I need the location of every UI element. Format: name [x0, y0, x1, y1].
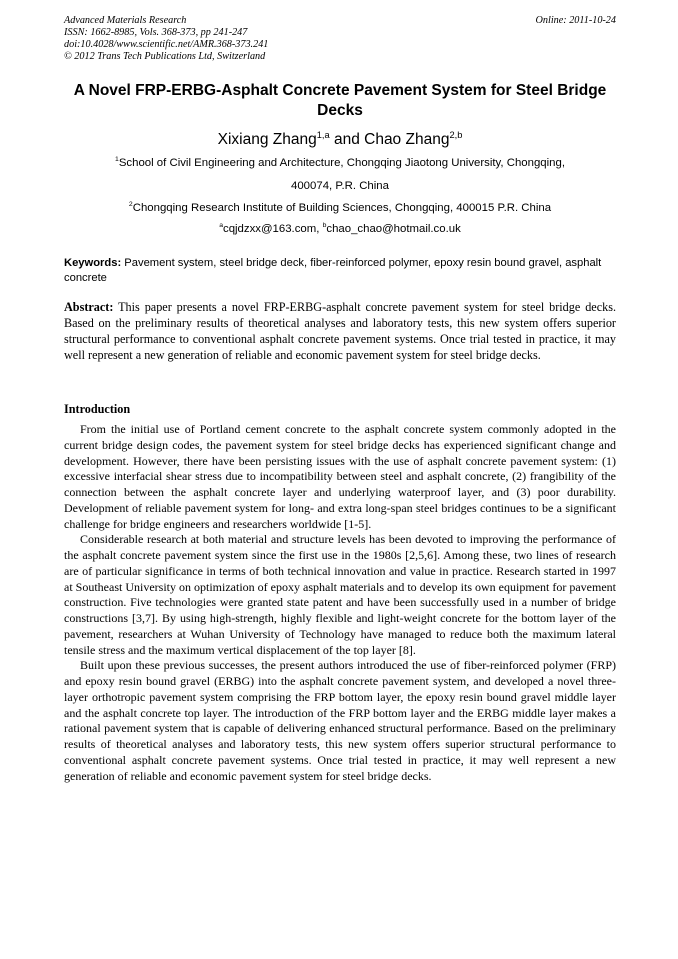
- email-1-sup: a: [219, 222, 223, 230]
- intro-paragraph-3: Built upon these previous successes, the present authors introduced the use of fiber-reinforced polymer (FRP) and epoxy resin bound gravel (ERBG) into the asphalt concrete pavement system, and developed a novel three-layer orthotropic pavement system comprising the FRP bottom layer, the epoxy resin bound gravel middle layer and the asphalt concrete top layer. The introduction of the FRP bottom layer and the ERBG middle layer makes a rational pavement system that is capable of delivering enhanced structural performance. Based on the preliminary results of theoretical analyses and laboratory tests, this new system offers superior structural performance to conventional asphalt concrete pavement systems. Once trial tested in practice, it may well represent a new generation of reliable and economic pavement system for steel bridge decks.: [64, 658, 616, 783]
- author-joiner: and: [329, 131, 365, 148]
- paper-title: A Novel FRP-ERBG-Asphalt Concrete Pavement System for Steel Bridge Decks: [73, 82, 607, 119]
- author-1: Xixiang Zhang: [217, 131, 317, 148]
- abstract-text: This paper presents a novel FRP-ERBG-asphalt concrete pavement system for steel bridge decks. Based on the preliminary results of theoretical analyses and laboratory tests, this new system offers superior structural performance to conventional asphalt concrete pavement systems. Once trial tested in practice, it may well represent a new generation of reliable and economic pavement system for steel bridge decks.: [64, 300, 616, 362]
- author-2-sup: 2,b: [449, 129, 463, 140]
- email-2-sup: b: [322, 222, 327, 230]
- affiliation-1-sup: 1: [115, 156, 119, 164]
- abstract: [64, 299, 616, 363]
- author-1-sup: 1,a: [316, 129, 330, 140]
- email-1: cqjdzxx@163.com,: [223, 223, 323, 235]
- issn-line: ISSN: 1662-8985, Vols. 368-373, pp 241-247: [64, 27, 248, 38]
- author-line: [60, 130, 620, 150]
- doi-line: doi:10.4028/www.scientific.net/AMR.368-373.241: [64, 39, 269, 50]
- online-date: Online: 2011-10-24: [535, 15, 616, 26]
- affiliation-2-sup: 2: [128, 201, 133, 209]
- affiliation-1: [60, 156, 620, 170]
- email-2: chao_chao@hotmail.co.uk: [326, 223, 461, 235]
- affiliation-1-line2: 400074, P.R. China: [291, 180, 389, 192]
- keywords-label: Keywords:: [64, 257, 122, 269]
- abstract-label: Abstract:: [64, 300, 114, 314]
- introduction-body: [64, 422, 616, 784]
- affiliation-2: [60, 201, 620, 215]
- journal-name: Advanced Materials Research: [64, 15, 187, 26]
- author-2: Chao Zhang: [364, 131, 450, 148]
- affiliation-2-text: Chongqing Research Institute of Building Sciences, Chongqing, 400015 P.R. China: [132, 202, 552, 214]
- intro-paragraph-1: From the initial use of Portland cement concrete to the asphalt concrete system commonly adopted in the current bridge design codes, the pavement system for steel bridge decks has experienced significant change and development. However, there have been persisting issues with the use of asphalt concrete pavement system: (1) excessive interfacial shear stress due to incompatibility between steel and asphalt concrete, (2) frangibility of the connection between the asphalt concrete layer and underlying waterproof layer, and (3) poor durability. Development of reliable pavement system for long- and extra long-span steel bridges continues to be a significant challenge for bridge engineers and researchers worldwide [1-5].: [64, 422, 616, 531]
- keywords: [64, 256, 616, 286]
- intro-paragraph-2: Considerable research at both material and structure levels has been devoted to improving the performance of the asphalt concrete pavement system since the first use in the 1980s [2,5,6]. Among these, two lines of research are of particular significance in terms of both technical innovation and value in practice. Research started in 1997 at Southeast University on optimization of epoxy asphalt materials and to develop its own equipment for pavement construction. Five technologies were granted state patent and have been successfully used in a number of bridge constructions [3,7]. By using high-strength, highly flexible and light-weight concrete for the bottom layer of the pavement, researchers at Wuhan University of Technology have managed to reduce both the maximum lateral tensile stress and the maximum vertical displacement of the top layer [8].: [64, 532, 616, 657]
- keywords-text: Pavement system, steel bridge deck, fiber-reinforced polymer, epoxy resin bound gravel, asphalt concrete: [64, 257, 602, 284]
- email-line: [60, 222, 620, 236]
- introduction-heading: Introduction: [64, 402, 131, 416]
- journal-header: [64, 15, 616, 63]
- affiliation-1-line1: School of Civil Engineering and Architecture, Chongqing Jiaotong University, Chongqing,: [118, 157, 565, 169]
- copyright-line: © 2012 Trans Tech Publications Ltd, Switzerland: [64, 51, 266, 62]
